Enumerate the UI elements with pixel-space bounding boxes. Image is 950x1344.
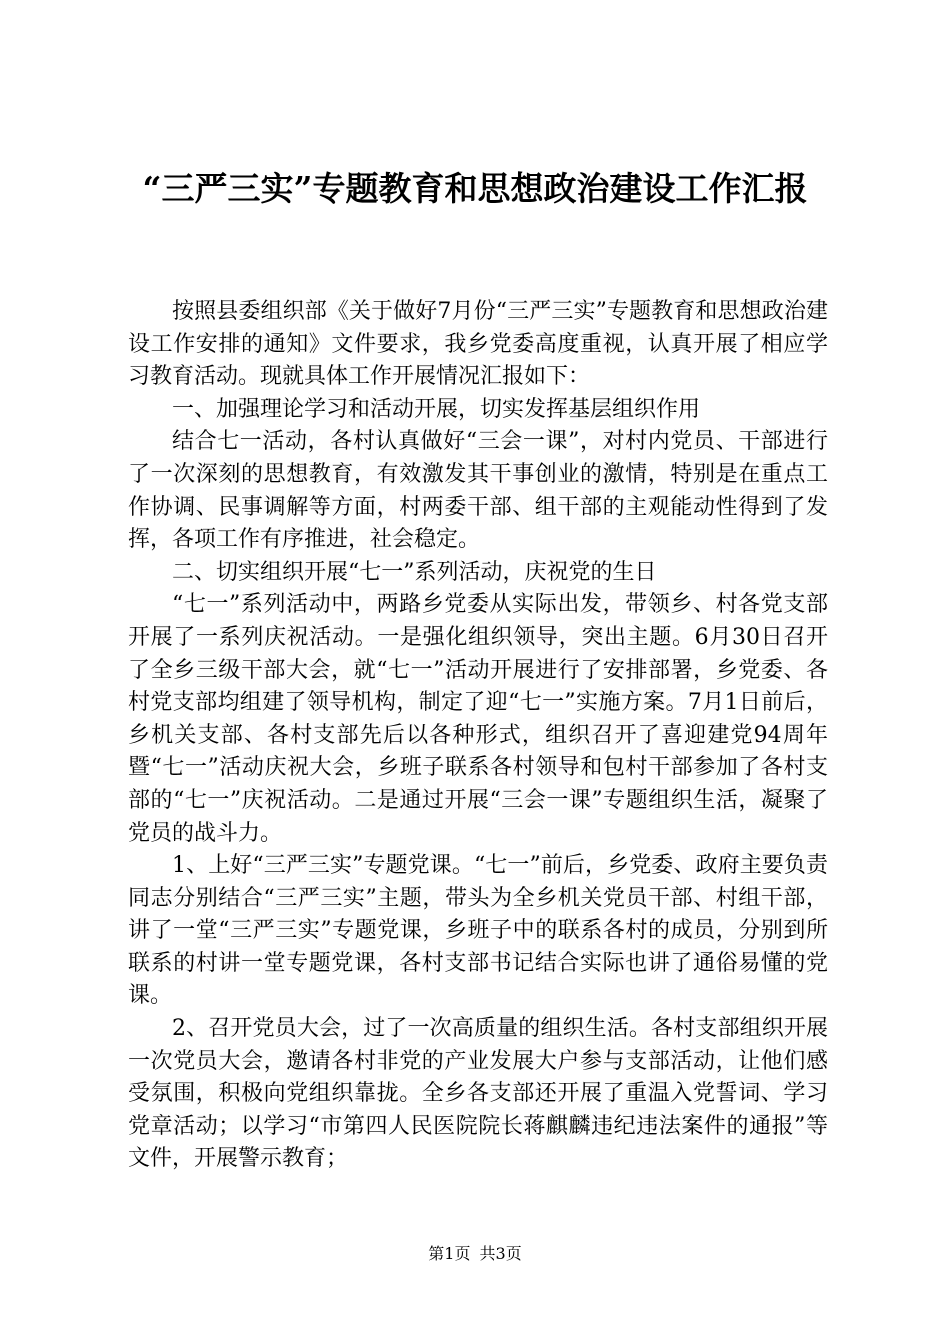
paragraph-section-1: 结合七一活动，各村认真做好“三会一课”，对村内党员、干部进行了一次深刻的思想教育，有效激发其干事创业的激情，特别是在重点工作协调、民事调解等方面，村两委干部、组干部的主观能动性得到了发挥，各项工作有序推进，社会稳定。 <box>128 429 828 553</box>
section-heading-2: 二、切实组织开展“七一”系列活动，庆祝党的生日 <box>172 559 657 585</box>
section-heading-1: 一、加强理论学习和活动开展，切实发挥基层组织作用 <box>172 396 701 422</box>
paragraph-item-1: 1、上好“三严三实”专题党课。“七一”前后，乡党委、政府主要负责同志分别结合“三严三实”主题，带头为全乡机关党员干部、村组干部，讲了一堂“三严三实”专题党课，乡班子中的联系各村的成员，分别到所联系的村讲一堂专题党课，各村支部书记结合实际也讲了通俗易懂的党课。 <box>128 853 828 1009</box>
page-number: 第1页 <box>428 1244 471 1263</box>
paragraph-item-2: 2、召开党员大会，过了一次高质量的组织生活。各村支部组织开展一次党员大会，邀请各村非党的产业发展大户参与支部活动，让他们感受氛围，积极向党组织靠拢。全乡各支部还开展了重温入党誓词、学习党章活动；以学习“市第四人民医院院长蒋麒麟违纪违法案件的通报”等文件，开展警示教育； <box>128 1016 828 1172</box>
document-body <box>128 296 828 1176</box>
page-total: 共3页 <box>479 1244 522 1263</box>
document-title: “三严三实”专题教育和思想政治建设工作汇报 <box>142 169 808 208</box>
page-footer <box>0 1244 950 1264</box>
paragraph-intro: 按照县委组织部《关于做好7月份“三严三实”专题教育和思想政治建设工作安排的通知》文件要求，我乡党委高度重视，认真开展了相应学习教育活动。现就具体工作开展情况汇报如下： <box>128 299 828 390</box>
paragraph-section-2: “七一”系列活动中，两路乡党委从实际出发，带领乡、村各党支部开展了一系列庆祝活动。一是强化组织领导，突出主题。6月30日召开了全乡三级干部大会，就“七一”活动开展进行了安排部署，乡党委、各村党支部均组建了领导机构，制定了迎“七一”实施方案。7月1日前后，乡机关支部、各村支部先后以各种形式，组织召开了喜迎建党94周年暨“七一”活动庆祝大会，乡班子联系各村领导和包村干部参加了各村支部的“七一”庆祝活动。二是通过开展“三会一课”专题组织生活，凝聚了党员的战斗力。 <box>128 592 828 846</box>
